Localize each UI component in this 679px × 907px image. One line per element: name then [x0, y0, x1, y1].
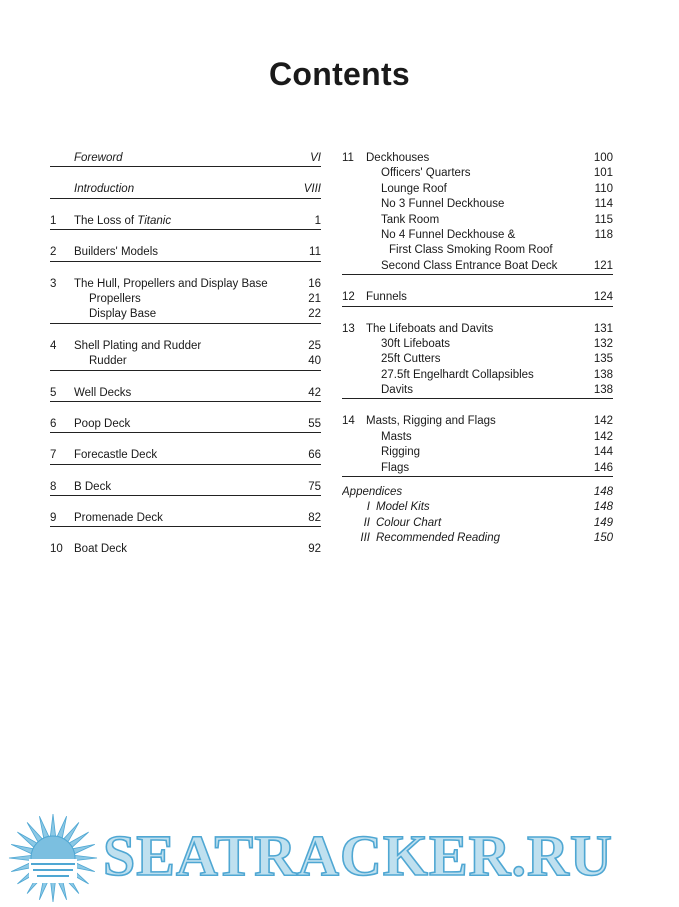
toc-entry: [342, 151, 613, 275]
spacer: [50, 199, 321, 214]
chapter-title-text: Rudder: [89, 355, 127, 368]
page-number: VI: [310, 152, 321, 164]
chapter-title: [74, 214, 309, 229]
toc-entry: [50, 151, 321, 167]
page-number: 75: [308, 480, 321, 493]
spacer: [50, 496, 321, 511]
chapter-title-text: Introduction: [74, 183, 135, 196]
chapter-number: 8: [50, 480, 57, 493]
spacer: [50, 527, 321, 542]
sun-ray: [50, 814, 55, 836]
page-number: 146: [593, 461, 613, 474]
chapter-title: [366, 337, 588, 352]
toc-line: [342, 182, 613, 197]
toc-line: [342, 430, 613, 445]
chapter-title-text: First Class Smoking Room Roof: [389, 244, 553, 257]
chapter-title-text: 30ft Lifeboats: [381, 337, 451, 350]
chapter-title-text: B Deck: [74, 480, 112, 493]
page-number: 11: [309, 246, 321, 259]
chapter-title-text: Builders' Models: [74, 246, 159, 259]
toc-entry: [342, 414, 613, 477]
chapter-title-text: 25ft Cutters: [381, 353, 441, 366]
page-number: 149: [593, 516, 613, 529]
toc-entry: [342, 322, 613, 400]
chapter-title: [366, 259, 588, 274]
chapter-title: [74, 182, 298, 197]
chapter-title-text: The Hull, Propellers and Display Base: [74, 277, 268, 290]
toc-line: [342, 151, 613, 166]
chapter-title: [366, 430, 588, 445]
chapter-title-text: Flags: [381, 461, 410, 474]
toc-entry: [50, 511, 321, 527]
page-number: 148: [593, 486, 613, 499]
toc-line: [342, 445, 613, 460]
chapter-number: 9: [50, 512, 57, 525]
chapter-title-text: Officers' Quarters: [381, 167, 471, 180]
chapter-title: [74, 245, 303, 260]
toc-line: [342, 213, 613, 228]
toc-line: [50, 511, 321, 526]
chapter-number: 7: [50, 449, 57, 462]
appendix-title-text: Colour Chart: [376, 516, 442, 529]
appendix-number: III: [360, 532, 370, 545]
chapter-title-text: Well Decks: [74, 386, 132, 399]
watermark-text: SEATRACKER.RU: [103, 823, 613, 888]
page-number: 40: [308, 355, 321, 368]
chapter-title: [74, 511, 302, 526]
chapter-title-italic: Titanic: [137, 214, 172, 227]
chapter-title: [366, 197, 589, 212]
chapter-title-text: Poop Deck: [74, 417, 131, 430]
page-number: 135: [593, 353, 613, 366]
toc-line: [50, 151, 321, 166]
page-number: 138: [593, 368, 613, 381]
chapter-title-text: Davits: [381, 384, 413, 397]
chapter-title-text: The Loss of: [74, 214, 138, 227]
page-number: 25: [308, 339, 321, 352]
chapter-title-text: Propellers: [89, 292, 141, 305]
toc-line: [342, 166, 613, 181]
chapter-title: [366, 228, 589, 243]
appendix-title: [342, 500, 588, 515]
page-number: 110: [594, 182, 613, 195]
page-number: 150: [593, 532, 613, 545]
chapter-title: [366, 352, 588, 367]
appendix-title: [342, 516, 588, 531]
toc-line: [342, 243, 613, 258]
page-number: 142: [593, 415, 613, 428]
toc-entry: [50, 542, 321, 557]
spacer: [50, 167, 321, 182]
spacer: [342, 399, 613, 414]
page-number: 142: [593, 430, 613, 443]
appendices-heading: [342, 485, 613, 500]
toc-line: [50, 307, 321, 322]
toc-line: [342, 197, 613, 212]
chapter-title: [366, 461, 588, 476]
chapter-title-text: Boat Deck: [74, 543, 128, 556]
chapter-title: [74, 292, 302, 307]
page-number: 124: [593, 291, 613, 304]
chapter-title: [366, 290, 588, 305]
chapter-title-text: Shell Plating and Rudder: [74, 339, 202, 352]
contents-right-column: [342, 151, 613, 547]
chapter-title: [74, 417, 302, 432]
toc-line: [50, 354, 321, 369]
toc-entry: [50, 214, 321, 230]
page-number: 66: [308, 449, 321, 462]
toc-line: [50, 214, 321, 229]
toc-entry: [342, 290, 613, 306]
toc-entry: [50, 339, 321, 371]
page-number: 118: [594, 228, 613, 241]
toc-entry: [50, 480, 321, 496]
toc-line: [50, 417, 321, 432]
sun-ray: [39, 816, 48, 838]
toc-entry: [50, 245, 321, 261]
chapter-title: [366, 322, 588, 337]
chapter-number: 14: [342, 415, 355, 428]
chapter-title: [366, 213, 589, 228]
chapter-title-text: Masts, Rigging and Flags: [366, 415, 496, 428]
toc-line: [342, 461, 613, 476]
chapter-title: [366, 151, 588, 166]
spacer: [50, 465, 321, 480]
chapter-title: [366, 182, 589, 197]
chapter-title: [366, 243, 607, 258]
page-number: 132: [593, 337, 613, 350]
chapter-title-text: Display Base: [89, 308, 157, 321]
sun-ray: [57, 816, 66, 838]
chapter-title: [366, 383, 588, 398]
appendices-section: [342, 485, 613, 547]
chapter-title-text: 27.5ft Engelhardt Collapsibles: [381, 368, 534, 381]
toc-line: [342, 368, 613, 383]
chapter-number: 4: [50, 339, 57, 352]
toc-entry: [50, 277, 321, 324]
appendices-label: Appendices: [342, 486, 403, 499]
chapter-title-text: The Lifeboats and Davits: [366, 322, 494, 335]
appendix-title: [342, 531, 588, 546]
toc-line: [50, 448, 321, 463]
appendix-item: [342, 516, 613, 531]
page-number: 121: [593, 259, 613, 272]
chapter-number: 2: [50, 246, 57, 259]
chapter-number: 11: [342, 152, 354, 164]
toc-entry: [50, 182, 321, 198]
chapter-number: 3: [50, 277, 57, 290]
chapter-title-text: Tank Room: [381, 213, 440, 226]
chapter-title: [366, 368, 588, 383]
toc-entry: [50, 386, 321, 402]
chapter-title: [74, 151, 304, 166]
spacer: [342, 275, 613, 290]
spacer: [342, 477, 613, 485]
chapter-title: [74, 542, 302, 557]
toc-line: [50, 245, 321, 260]
toc-line: [50, 480, 321, 495]
toc-line: [50, 542, 321, 557]
chapter-title-text: Lounge Roof: [381, 182, 447, 195]
sun-ray: [9, 855, 31, 860]
chapter-title: [366, 166, 588, 181]
page-number: 21: [308, 292, 321, 305]
chapter-number: 1: [50, 214, 57, 227]
spacer: [50, 262, 321, 277]
spacer: [50, 402, 321, 417]
page-number: 100: [593, 152, 613, 164]
toc-line: [50, 386, 321, 401]
chapter-number: 13: [342, 322, 355, 335]
page-number: VIII: [303, 183, 321, 196]
chapter-title: [74, 386, 302, 401]
toc-line: [342, 290, 613, 305]
chapter-title-text: Foreword: [74, 152, 123, 164]
chapter-title: [74, 307, 302, 322]
toc-line: [342, 228, 613, 243]
chapter-title: [74, 480, 302, 495]
chapter-title: [74, 354, 302, 369]
toc-line: [342, 383, 613, 398]
spacer: [50, 371, 321, 386]
toc-line: [50, 277, 321, 292]
toc-entry: [50, 448, 321, 464]
page-number: 55: [308, 417, 321, 430]
appendix-number: I: [366, 501, 370, 514]
sun-ray: [11, 844, 33, 853]
chapter-title-text: Second Class Entrance Boat Deck: [381, 259, 558, 272]
sun-ray: [50, 880, 55, 902]
watermark-sun-logo: [4, 812, 102, 902]
appendix-title-text: Model Kits: [376, 501, 430, 514]
appendix-number: II: [363, 516, 370, 529]
spacer: [50, 433, 321, 448]
toc-line: [342, 352, 613, 367]
spacer: [50, 230, 321, 245]
chapter-title-text: No 3 Funnel Deckhouse: [381, 198, 505, 211]
chapter-title: [74, 277, 302, 292]
page-number: 131: [593, 322, 613, 335]
sun-ray: [75, 855, 97, 860]
page-number: 82: [308, 512, 321, 525]
toc-entry: [50, 417, 321, 433]
chapter-title: [74, 339, 302, 354]
toc-line: [342, 337, 613, 352]
chapter-title: [366, 414, 588, 429]
chapter-title-text: Masts: [381, 430, 412, 443]
page-number: 115: [594, 213, 613, 226]
chapter-title-text: Promenade Deck: [74, 512, 163, 525]
chapter-title-text: Deckhouses: [366, 152, 430, 164]
sun-ray: [73, 844, 95, 853]
toc-line: [342, 414, 613, 429]
chapter-title-text: Rigging: [381, 446, 420, 459]
page-number: 148: [593, 501, 613, 514]
page-number: 101: [593, 167, 613, 180]
appendix-title-text: Recommended Reading: [376, 532, 501, 545]
page-number: 16: [308, 277, 321, 290]
chapter-number: 10: [50, 543, 63, 556]
appendix-item: [342, 500, 613, 515]
spacer: [50, 324, 321, 339]
page-number: 1: [314, 214, 321, 227]
toc-line: [50, 339, 321, 354]
chapter-title: [74, 448, 302, 463]
page-number: 114: [594, 198, 613, 211]
chapter-title-text: No 4 Funnel Deckhouse &: [381, 228, 516, 241]
toc-line: [50, 182, 321, 197]
page-number: 144: [593, 446, 613, 459]
page-number: 92: [308, 543, 321, 556]
page-number: 22: [308, 308, 321, 321]
appendix-item: [342, 531, 613, 546]
spacer: [342, 307, 613, 322]
page-number: 138: [593, 384, 613, 397]
toc-line: [342, 259, 613, 274]
contents-left-column: [50, 151, 321, 558]
toc-line: [342, 322, 613, 337]
page-title: Contents: [268, 56, 411, 92]
chapter-number: 5: [50, 386, 57, 399]
chapter-title-text: Forecastle Deck: [74, 449, 158, 462]
chapter-number: 12: [342, 291, 355, 304]
chapter-number: 6: [50, 417, 57, 430]
chapter-title-text: Funnels: [366, 291, 407, 304]
page-number: 42: [308, 386, 321, 399]
toc-line: [50, 292, 321, 307]
chapter-title: [366, 445, 588, 460]
